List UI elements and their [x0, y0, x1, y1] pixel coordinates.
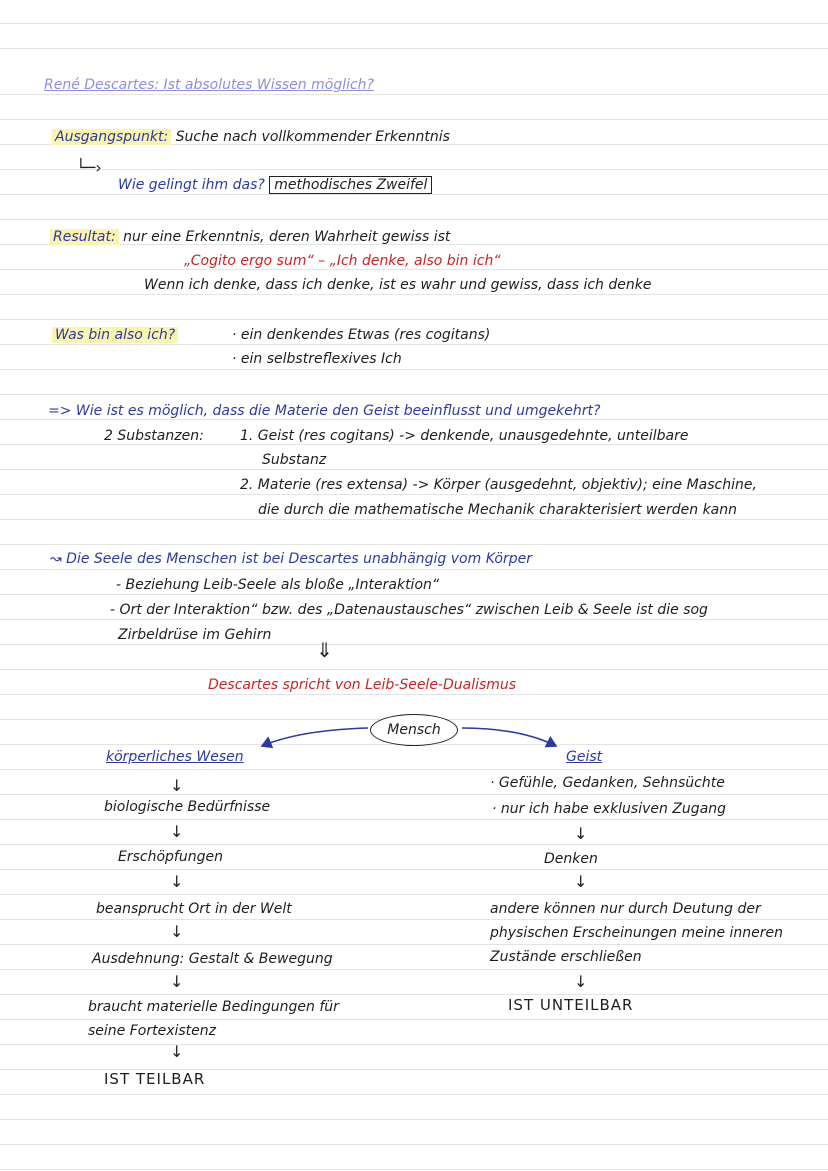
- dualismus-conclusion: Descartes spricht von Leib-Seele-Dualismus: [208, 677, 517, 693]
- mind-item: · nur ich habe exklusiven Zugang: [492, 801, 727, 817]
- down-arrow-icon: ↓: [170, 872, 184, 891]
- down-arrow-icon: ↓: [170, 1042, 184, 1061]
- substanz-2-line2: die durch die mathematische Mechanik charakterisiert werden kann: [258, 502, 738, 518]
- wasbin-item: · ein denkendes Etwas (res cogitans): [232, 327, 491, 343]
- down-arrow-icon: ↓: [574, 872, 588, 891]
- resultat-text: nur eine Erkenntnis, deren Wahrheit gewiss ist: [123, 229, 451, 245]
- mind-heading: Geist: [566, 749, 603, 765]
- mind-item: Zustände erschließen: [490, 949, 642, 965]
- mind-item: · Gefühle, Gedanken, Sehnsüchte: [490, 775, 725, 791]
- wasbin-item: · ein selbstreflexives Ich: [232, 351, 402, 367]
- page-title: René Descartes: Ist absolutes Wissen möglich?: [44, 77, 374, 93]
- seele-bullet-2: - Ort der Interaktion“ bzw. des „Datenaustausches“ zwischen Leib & Seele ist die sog: [110, 602, 708, 618]
- arrow-to-mind: [462, 728, 556, 746]
- arrow-to-body: [262, 728, 368, 746]
- mensch-oval: Mensch: [370, 714, 458, 746]
- corner-arrow-icon: └─›: [76, 158, 102, 177]
- double-down-arrow-icon: ⇓: [316, 638, 333, 662]
- cogito-quote: „Cogito ergo sum“ – „Ich denke, also bin ich“: [184, 253, 501, 269]
- ausgang-text: Suche nach vollkommender Erkenntnis: [175, 129, 450, 145]
- down-arrow-icon: ↓: [574, 824, 588, 843]
- mind-item: physischen Erscheinungen meine inneren: [490, 925, 784, 941]
- down-arrow-icon: ↓: [170, 776, 184, 795]
- ausgang-label: Ausgangspunkt:: [52, 129, 171, 145]
- down-arrow-icon: ↓: [170, 822, 184, 841]
- substanz-1-line2: Substanz: [262, 452, 327, 468]
- mind-item: andere können nur durch Deutung der: [490, 901, 761, 917]
- down-arrow-icon: ↓: [574, 972, 588, 991]
- body-conclusion: IST TEILBAR: [104, 1070, 206, 1088]
- down-arrow-icon: ↓: [170, 972, 184, 991]
- body-item: seine Fortexistenz: [88, 1023, 217, 1039]
- body-item: Erschöpfungen: [118, 849, 223, 865]
- ausgang-answer: methodisches Zweifel: [269, 176, 432, 194]
- body-heading: körperliches Wesen: [106, 749, 244, 765]
- body-item: biologische Bedürfnisse: [104, 799, 271, 815]
- substanzen-question: => Wie ist es möglich, dass die Materie den Geist beeinflusst und umgekehrt?: [48, 403, 601, 419]
- substanz-2-line1: 2. Materie (res extensa) -> Körper (ausgedehnt, objektiv); eine Maschine,: [240, 477, 757, 493]
- seele-bullet-1: - Beziehung Leib-Seele als bloße „Interaktion“: [116, 577, 440, 593]
- ausgang-question: Wie gelingt ihm das?: [118, 177, 265, 193]
- substanzen-intro: 2 Substanzen:: [104, 428, 204, 444]
- seele-heading: ↝ Die Seele des Menschen ist bei Descartes unabhängig vom Körper: [50, 551, 532, 567]
- down-arrow-icon: ↓: [170, 922, 184, 941]
- resultat-sentence: Wenn ich denke, dass ich denke, ist es wahr und gewiss, dass ich denke: [144, 277, 652, 293]
- body-item: beansprucht Ort in der Welt: [96, 901, 292, 917]
- body-item: Ausdehnung: Gestalt & Bewegung: [92, 951, 333, 967]
- mind-item: Denken: [544, 851, 598, 867]
- resultat-label: Resultat:: [50, 229, 119, 245]
- wasbin-label: Was bin also ich?: [52, 327, 178, 343]
- mind-conclusion: IST UNTEILBAR: [508, 996, 634, 1014]
- seele-bullet-2-cont: Zirbeldrüse im Gehirn: [118, 627, 272, 643]
- body-item: braucht materielle Bedingungen für: [88, 999, 339, 1015]
- substanz-1-line1: 1. Geist (res cogitans) -> denkende, unausgedehnte, unteilbare: [240, 428, 689, 444]
